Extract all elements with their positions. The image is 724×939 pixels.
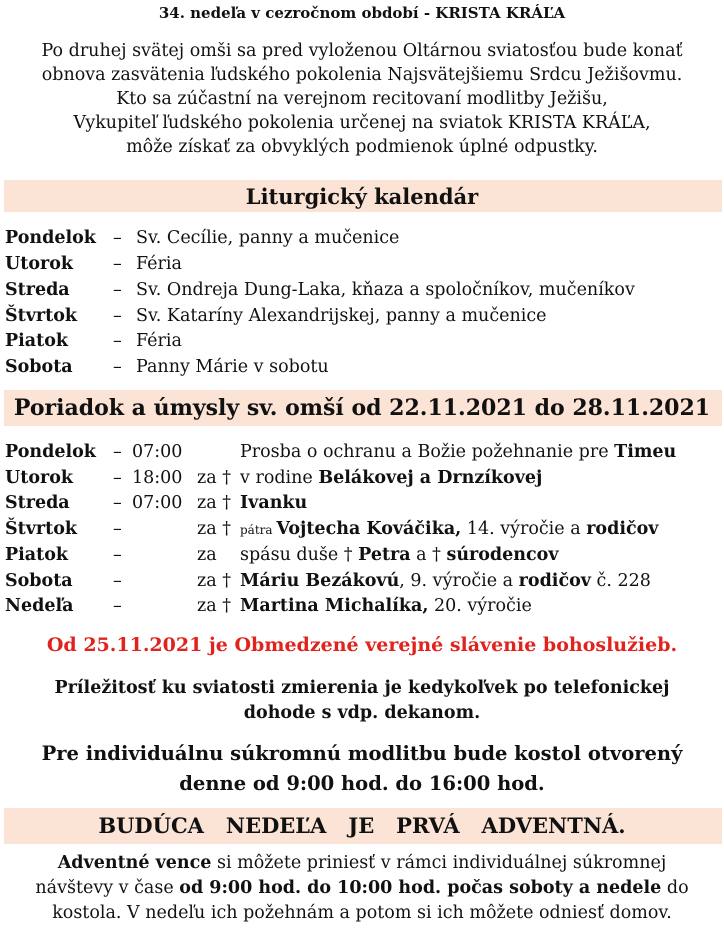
advent-wreath-notice: [10, 851, 714, 926]
mass-dash: –: [113, 519, 122, 540]
mass-intention: [240, 517, 658, 542]
calendar-day: Streda: [5, 280, 70, 300]
mass-row: [5, 594, 719, 618]
intention-part: Ivanku: [240, 493, 308, 514]
calendar-day: Pondelok: [5, 228, 96, 248]
mass-day: Pondelok: [5, 442, 96, 462]
calendar-day: Sobota: [5, 357, 73, 377]
mass-intention: [240, 466, 542, 490]
intention-part: a †: [410, 544, 447, 565]
confession-notice: [0, 676, 724, 726]
intention-part: 20. výročie: [428, 596, 532, 617]
mass-row: [5, 543, 719, 567]
calendar-day: Piatok: [5, 331, 69, 351]
calendar-day: Štvrtok: [5, 306, 77, 326]
calendar-dash: –: [113, 228, 122, 248]
calendar-feast: Sv. Ondreja Dung-Laka, kňaza a spoločníkov, mučeníkov: [136, 280, 635, 300]
prayer-notice: [0, 739, 724, 799]
restriction-notice: Od 25.11.2021 je Obmedzené verejné slávenie bohoslužieb.: [46, 634, 678, 656]
calendar-feast: Sv. Kataríny Alexandrijskej, panny a mučenice: [136, 306, 547, 326]
mass-day: Utorok: [5, 467, 74, 488]
mass-schedule-title: Poriadok a úmysly sv. omší od 22.11.2021 do 28.11.2021: [13, 395, 711, 421]
mass-intention: [240, 491, 307, 515]
prayer-line: Pre individuálnu súkromnú modlitbu bude kostol otvorený: [41, 742, 683, 765]
intro-line: Po druhej svätej omši sa pred vyloženou Oltárnou sviatosťou bude konať: [41, 41, 683, 61]
intention-part: , 9. výročie a: [399, 570, 519, 591]
intention-part: spásu duše †: [240, 544, 359, 565]
intention-part: súrodencov: [446, 544, 559, 565]
mass-intention: [240, 594, 532, 618]
mass-row: [5, 466, 719, 490]
mass-day: Piatok: [5, 544, 69, 565]
mass-dash: –: [113, 596, 122, 617]
calendar-dash: –: [113, 306, 122, 326]
page-header: 34. nedeľa v cezročnom období - KRISTA KRÁĽA: [158, 4, 566, 22]
mass-time: 07:00: [132, 442, 183, 462]
intention-part: Prosba o ochranu a Božie požehnanie pre: [240, 442, 615, 462]
intention-part: č. 228: [590, 570, 651, 591]
mass-row: [5, 569, 719, 593]
mass-row: [5, 517, 719, 541]
intention-part: Máriu Bezákovú: [240, 570, 400, 591]
confession-line: Príležitosť ku sviatosti zmierenia je kedykoľvek po telefonickej: [54, 678, 670, 698]
calendar-feast: Sv. Cecílie, panny a mučenice: [136, 228, 400, 248]
calendar-dash: –: [113, 357, 122, 377]
mass-za: za †: [197, 570, 231, 591]
mass-intention: [240, 543, 559, 567]
intention-part: Martina Michalíka,: [240, 596, 429, 617]
mass-dash: –: [113, 467, 122, 488]
mass-time: 07:00: [132, 493, 183, 514]
mass-za: za †: [197, 519, 231, 540]
mass-za: za: [197, 544, 217, 565]
calendar-dash: –: [113, 331, 122, 351]
intention-part: Vojtecha Kováčika,: [276, 519, 462, 540]
mass-intention: [240, 440, 676, 464]
intro-line: obnova zasvätenia ľudského pokolenia Najsvätejšiemu Srdcu Ježišovmu.: [41, 65, 683, 85]
intention-part: v rodine: [240, 467, 319, 488]
intention-part: Belákovej a Drnzíkovej: [318, 467, 543, 488]
prayer-line: denne od 9:00 hod. do 16:00 hod.: [179, 772, 545, 795]
mass-za: za †: [197, 467, 231, 488]
intro-line: môže získať za obvyklých podmienok úplné odpustky.: [126, 137, 598, 157]
closing-part: do: [661, 878, 689, 898]
closing-part: od 9:00 hod. do 10:00 hod. počas soboty a nedele: [179, 878, 662, 898]
mass-row: [5, 440, 719, 464]
closing-part: si môžete priniesť v rámci individuálnej súkromnej: [211, 853, 667, 873]
calendar-feast: Panny Márie v sobotu: [136, 357, 329, 377]
closing-part: návštevy v čase: [35, 878, 180, 898]
intro-line: Vykupiteľ ľudského pokolenia určenej na sviatok KRISTA KRÁĽA,: [73, 113, 651, 133]
calendar-dash: –: [113, 254, 122, 274]
closing-line: [10, 851, 714, 876]
closing-part: Adventné vence: [57, 853, 212, 873]
intention-part: Timeu: [614, 442, 677, 462]
mass-dash: –: [113, 544, 122, 565]
closing-part: kostola. V nedeľu ich požehnám a potom si ich môžete odniesť domov.: [52, 903, 672, 923]
calendar-day: Utorok: [5, 254, 74, 274]
mass-dash: –: [113, 442, 122, 462]
intention-part: rodičov: [518, 570, 591, 591]
mass-dash: –: [113, 570, 122, 591]
closing-line: [10, 901, 714, 926]
mass-day: Sobota: [5, 570, 73, 591]
intention-part: rodičov: [586, 519, 659, 540]
mass-row: [5, 491, 719, 515]
confession-line: dohode s vdp. dekanom.: [243, 703, 481, 723]
intention-part: pátra: [240, 523, 277, 538]
mass-za: za †: [197, 596, 231, 617]
intention-part: Petra: [358, 544, 411, 565]
mass-za: za †: [197, 493, 231, 514]
intro-paragraph: [6, 39, 718, 159]
mass-dash: –: [113, 493, 122, 514]
mass-day: Štvrtok: [5, 519, 77, 540]
calendar-dash: –: [113, 280, 122, 300]
intro-line: Kto sa zúčastní na verejnom recitovaní modlitby Ježišu,: [116, 89, 608, 109]
closing-line: [10, 876, 714, 901]
intention-part: 14. výročie a: [461, 519, 587, 540]
calendar-title: Liturgický kalendár: [245, 184, 479, 209]
mass-intention: [240, 569, 651, 593]
calendar-feast: Féria: [136, 254, 182, 274]
mass-day: Nedeľa: [5, 596, 74, 617]
calendar-feast: Féria: [136, 331, 182, 351]
mass-time: 18:00: [132, 467, 183, 488]
advent-title: BUDÚCA NEDEĽA JE PRVÁ ADVENTNÁ.: [98, 813, 626, 838]
mass-day: Streda: [5, 493, 70, 514]
